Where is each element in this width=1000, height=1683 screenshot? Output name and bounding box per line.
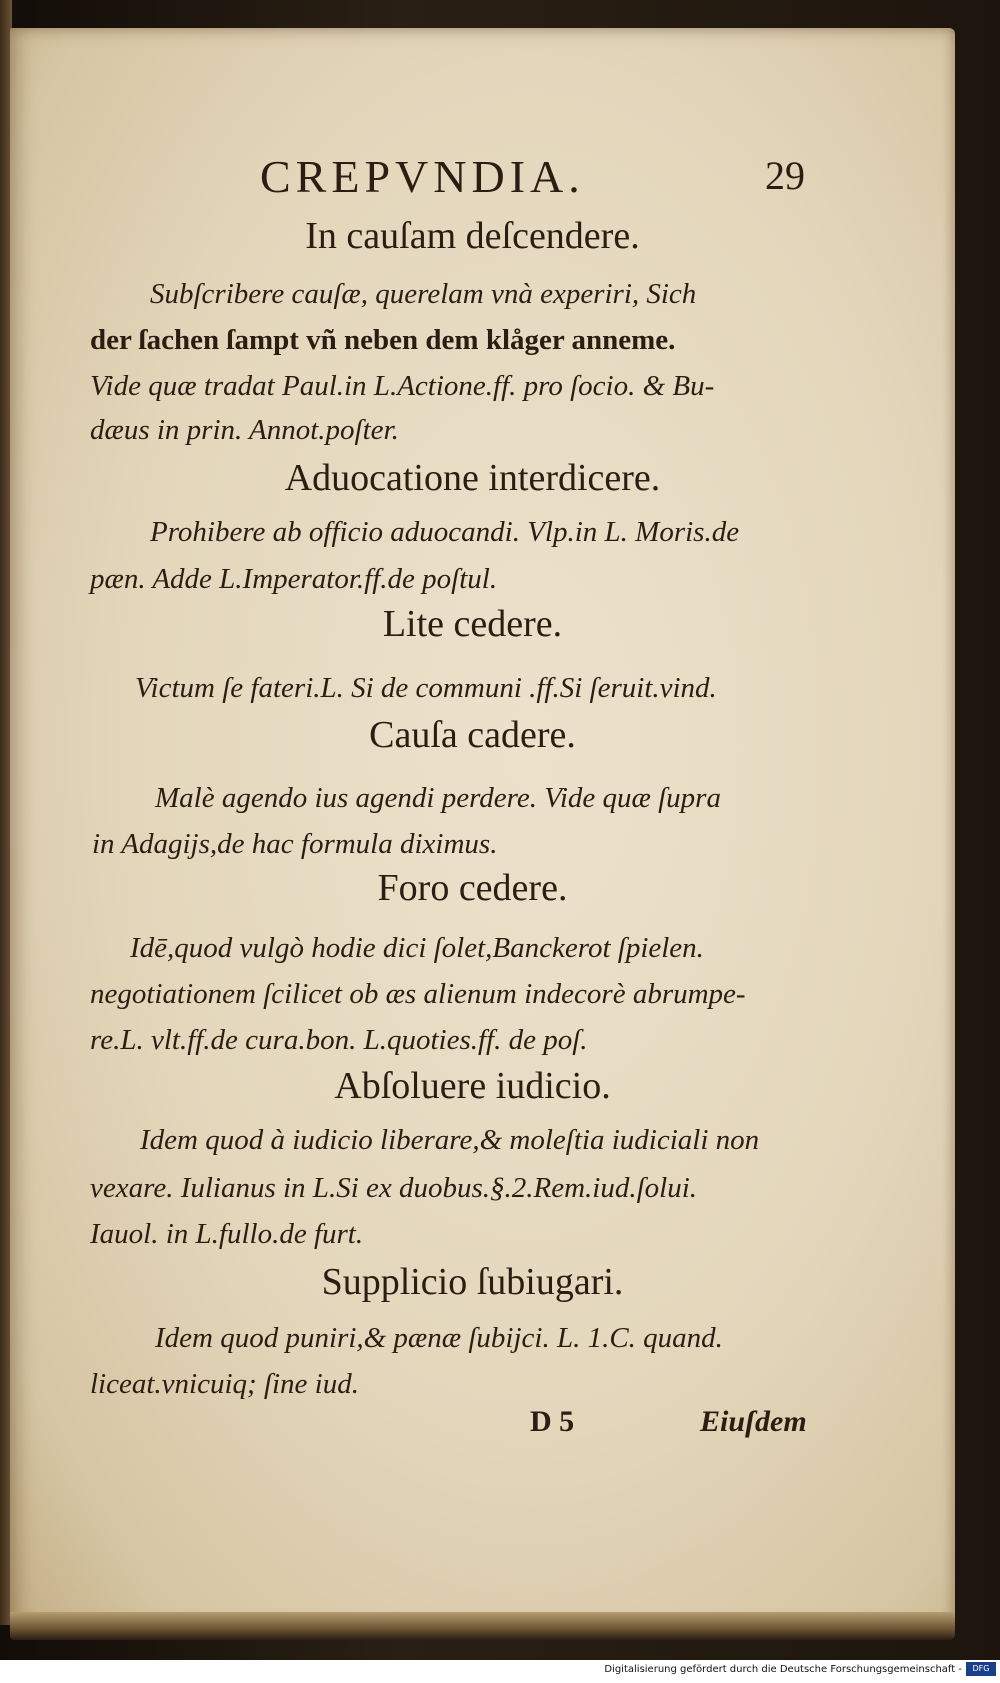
entry-line: der ſachen ſampt vñ neben dem klåger anneme.	[90, 324, 676, 356]
digitization-credit: Digitalisierung gefördert durch die Deutsche Forschungsgemeinschaft -	[604, 1664, 962, 1675]
entry-heading: Lite cedere.	[382, 603, 563, 645]
entry-line: Idē,quod vulgò hodie dici ſolet,Banckerot ſpielen.	[130, 932, 704, 964]
entry-heading: Cauſa cadere.	[369, 714, 576, 756]
entry-heading: Aduocatione interdicere.	[284, 457, 661, 499]
entry-line: negotiationem ſcilicet ob æs alienum indecorè abrumpe-	[90, 978, 746, 1010]
entry-line: re.L. vlt.ff.de cura.bon. L.quoties.ff. de poſ.	[90, 1024, 588, 1056]
entry-line: Prohibere ab officio aduocandi. Vlp.in L. Moris.de	[150, 516, 740, 548]
entry-heading: Supplicio ſubiugari.	[321, 1261, 624, 1303]
entry-line: Idem quod puniri,& pænæ ſubijci. L. 1.C. quand.	[155, 1322, 723, 1354]
entry-line: Subſcribere cauſæ, querelam vnà experiri, Sich	[150, 278, 697, 310]
running-head: CREPVNDIA.	[260, 151, 585, 202]
entry-line: Idem quod à iudicio liberare,& moleſtia iudiciali non	[140, 1124, 760, 1156]
entry-heading: Foro cedere.	[377, 867, 568, 909]
entry-line: Malè agendo ius agendi perdere. Vide quæ ſupra	[155, 782, 721, 814]
entry-line: dæus in prin. Annot.poſter.	[90, 414, 399, 446]
entry-heading: In cauſam deſcendere.	[305, 215, 640, 257]
entry-line: Vide quæ tradat Paul.in L.Actione.ff. pro ſocio. & Bu-	[90, 370, 715, 402]
entry-line: in Adagijs,de hac formula diximus.	[92, 828, 498, 860]
entry-line: Victum ſe fateri.L. Si de communi .ff.Si ſeruit.vind.	[135, 672, 717, 704]
entry-line: vexare. Iulianus in L.Si ex duobus.§.2.Rem.iud.ſolui.	[90, 1172, 698, 1204]
page-number: 29	[765, 153, 805, 198]
page-bottom-edge	[10, 1612, 955, 1640]
signature-mark: D 5	[530, 1405, 575, 1438]
entry-line: pæn. Adde L.Imperator.ff.de poſtul.	[90, 563, 498, 595]
entry-heading: Abſoluere iudicio.	[334, 1065, 611, 1107]
dfg-logo: DFG	[966, 1662, 996, 1676]
catchword: Eiuſdem	[700, 1405, 807, 1438]
entry-line: liceat.vnicuiq; ſine iud.	[90, 1368, 359, 1400]
entry-line: Iauol. in L.fullo.de furt.	[90, 1218, 364, 1250]
